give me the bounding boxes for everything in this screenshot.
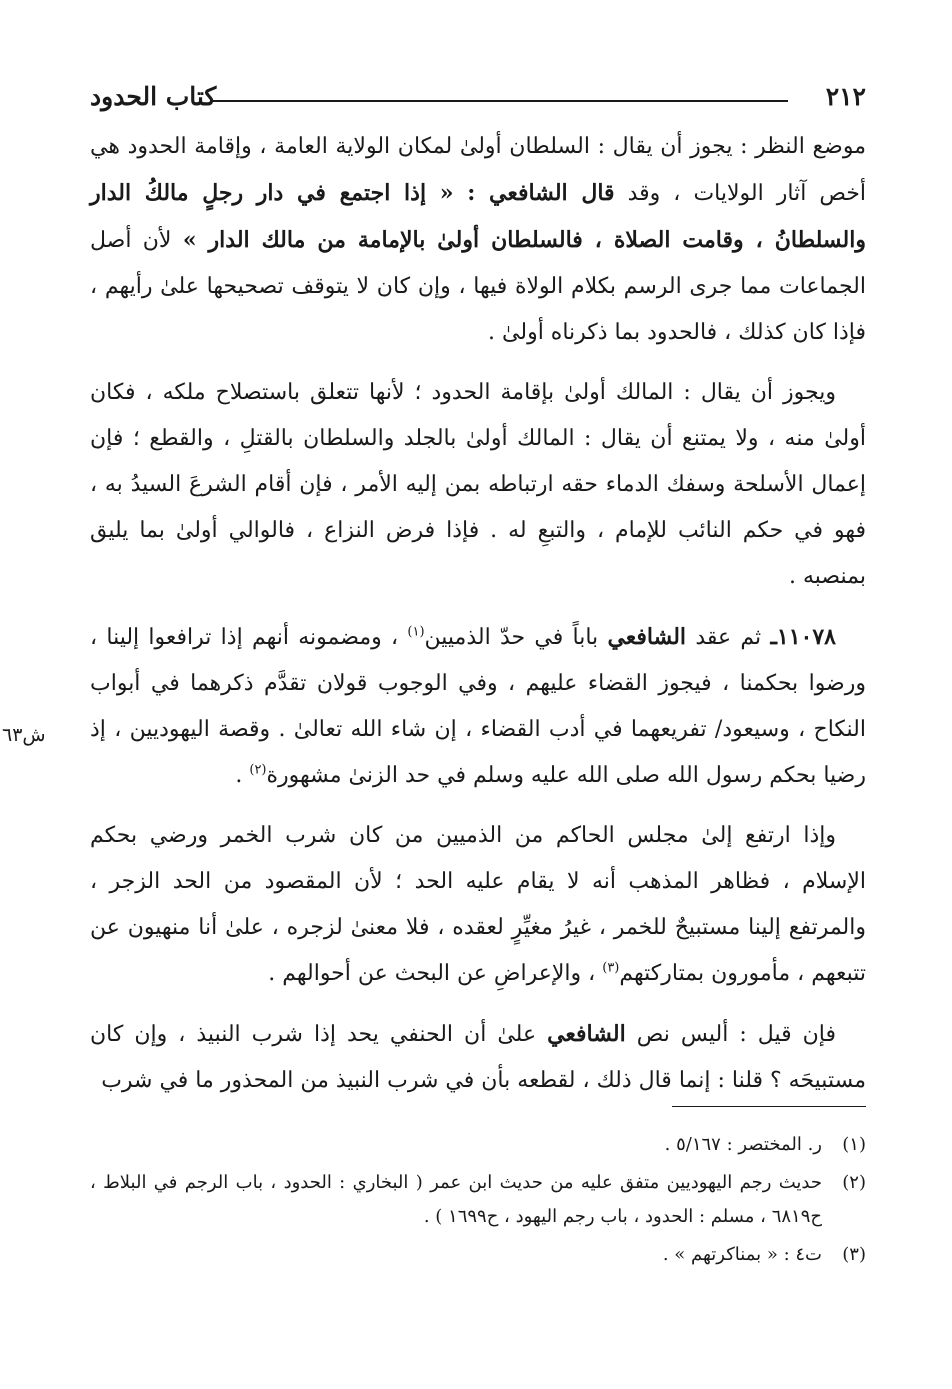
paragraph-1 <box>90 124 866 356</box>
text-run: وإذا ارتفع إلىٰ مجلس الحاكم من الذميين من كان شرب الخمر ورضي بحكم الإسلام ، فظاهر المذهب أنه لا يقام عليه الحد ؛ لأن المقصود من الحد الزجر ، والمرتفع إلينا مستبيحٌ للخمر ، غيرُ مغيِّرٍ لعقده ، فلا معنىٰ لزجره ، علىٰ أنا منهيون عن تتبعهم ، مأمورون بمتاركتهم <box>90 823 866 986</box>
text-run: لأن أصل الجماعات مما جرى الرسم بكلام الولاة فيها ، وإن كان لا يتوقف تصحيحها علىٰ رأيهم ، فإذا كان كذلك ، فالحدود بما ذكرناه أولىٰ . <box>90 228 866 345</box>
text-run: ، ومضمونه أنهم إذا ترافعوا إلينا ، ورضوا بحكمنا ، فيجوز القضاء عليهم ، وفي الوجوب قولان تقدَّم ذكرهما في أبواب النكاح ، وسيعود/ تفريعهما في أدب القضاء ، إن شاء الله تعالىٰ . وقصة اليهوديين ، إذ رضيا بحكم رسول الله صلى الله عليه وسلم في حد الزنىٰ مشهورة <box>90 625 866 788</box>
bold-run: قال الشافعي : « إذا اجتمع في دار رجلٍ مالكُ الدار والسلطانُ ، وقامت الصلاة ، فالسلطان أولىٰ بالإمامة من مالك الدار » <box>90 180 866 253</box>
main-text <box>90 124 866 1118</box>
footnote-number: (٣) <box>842 1244 866 1265</box>
footnotes <box>90 1128 866 1276</box>
text-run: باباً في حدّ الذميين <box>424 625 608 650</box>
footnote <box>90 1166 866 1234</box>
text-run: . <box>235 763 250 788</box>
footnote-text: ت٤ : « بمناكرتهم » . <box>662 1244 822 1265</box>
bold-run: الشافعي <box>547 1021 626 1047</box>
chapter-title: كتاب الحدود <box>90 82 217 111</box>
footnote-ref: (٢) <box>249 762 267 778</box>
paragraph-2 <box>90 370 866 600</box>
footnote-ref: (١) <box>407 624 425 640</box>
footnote-text: حديث رجم اليهوديين متفق عليه من حديث ابن عمر ( البخاري : الحدود ، باب الرجم في البلاط ، ح٦٨١٩ ، مسلم : الحدود ، باب رجم اليهود ، ح١٦٩٩ ) . <box>90 1172 822 1227</box>
footnote-text: ر. المختصر : ٥/١٦٧ . <box>664 1134 822 1155</box>
footnote <box>90 1128 866 1162</box>
paragraph-5 <box>90 1011 866 1104</box>
text-run: ، والإعراضِ عن البحث عن أحوالهم . <box>268 961 603 986</box>
page-number: ٢١٢ <box>825 82 866 111</box>
section-number: ١١٠٧٨ـ <box>770 624 836 650</box>
text-run: فإن قيل : أليس نص <box>625 1022 836 1047</box>
margin-manuscript-note: ش٦٣ <box>2 724 46 746</box>
footnote-separator <box>672 1106 866 1107</box>
text-run: علىٰ أن الحنفي يحد إذا شرب النبيذ ، وإن كان مستبيحَه ؟ قلنا : إنما قال ذلك ، لقطعه بأن في شرب النبيذ من المحذور ما في شرب <box>90 1022 866 1093</box>
bold-run: الشافعي <box>607 624 687 650</box>
paragraph-4 <box>90 813 866 997</box>
footnote <box>90 1238 866 1272</box>
footnote-ref: (٣) <box>602 960 620 976</box>
text-run: ثم عقد <box>686 625 771 650</box>
paragraph-3 <box>90 614 866 799</box>
text-run: ويجوز أن يقال : المالك أولىٰ بإقامة الحدود ؛ لأنها تتعلق باستصلاح ملكه ، فكان أولىٰ منه ، ولا يمتنع أن يقال : المالك أولىٰ بالجلد والسلطان بالقتلِ ، والقطع ؛ فإن إعمال الأسلحة وسفك الدماء حقه ارتباطه بمن إليه الأمر ، فإن أقام الشرعَ السيدُ به ، فهو في حكم النائب للإمام ، والتبعِ له . فإذا فرض النزاع ، فالوالي أولىٰ بما يليق بمنصبه . <box>90 380 866 589</box>
running-header <box>90 78 866 118</box>
footnote-number: (١) <box>842 1134 866 1155</box>
footnote-number: (٢) <box>842 1172 866 1193</box>
header-rule <box>212 100 788 102</box>
text-run: موضع النظر : يجوز أن يقال : السلطان أولىٰ لمكان الولاية العامة ، وإقامة الحدود هي أخص آثار الولايات ، وقد <box>90 134 866 206</box>
